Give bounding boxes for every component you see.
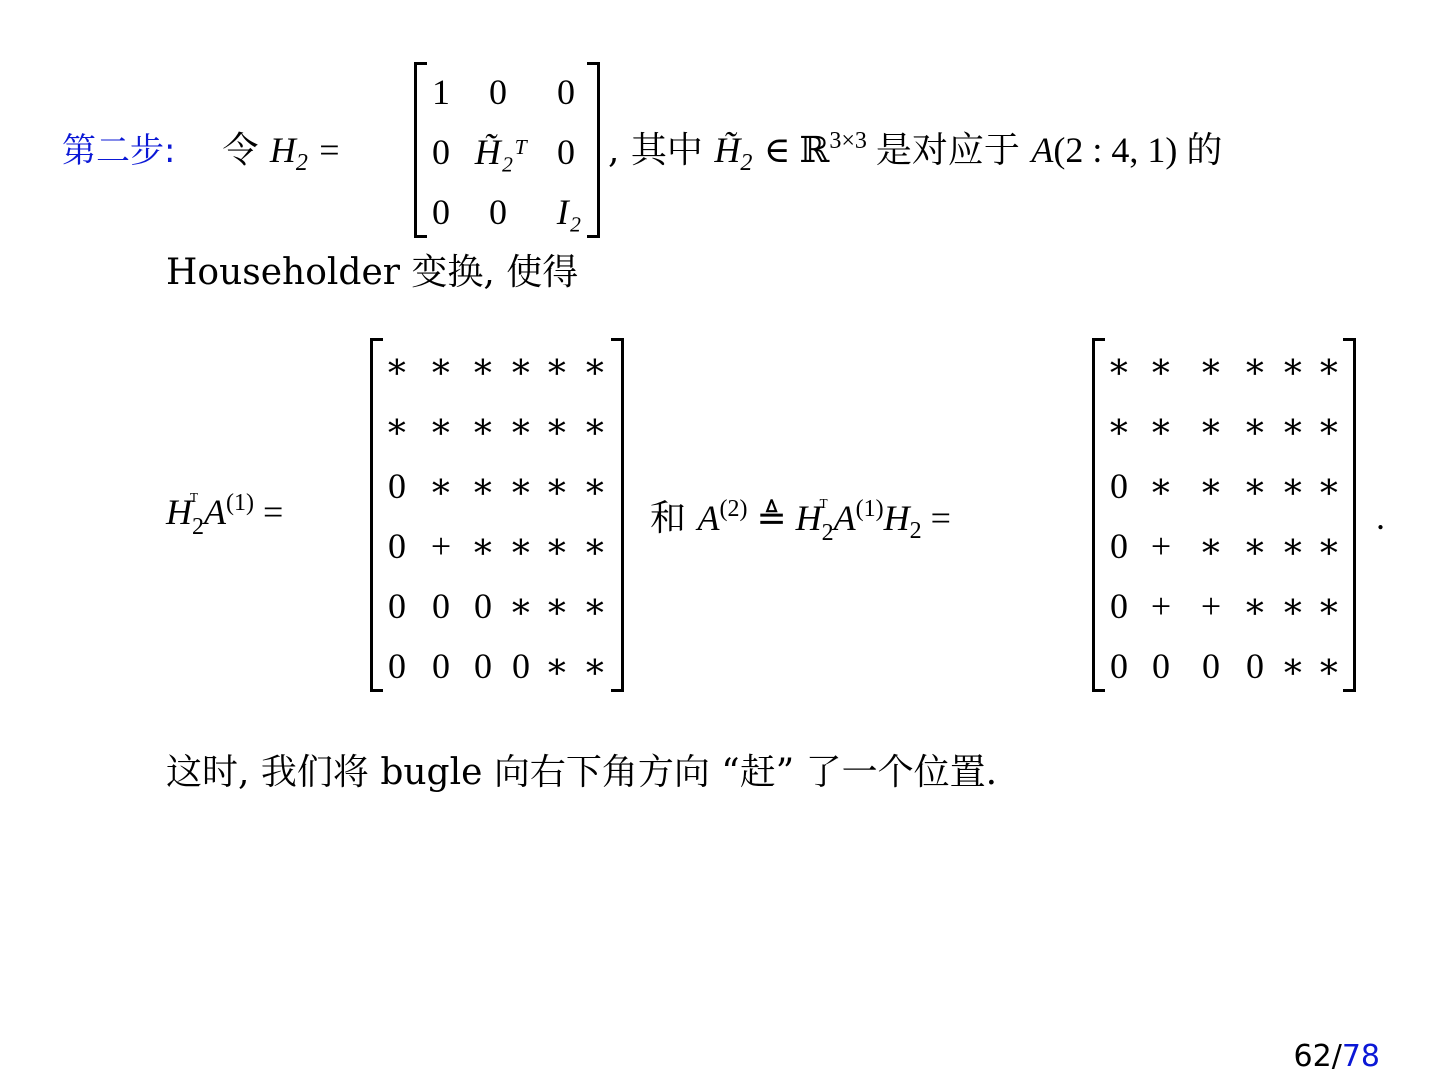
matrix-cell: ∗ [508,406,534,446]
matrix-cell: 0 [474,646,492,686]
matrix-cell: 0 [1110,526,1128,566]
matrix-cell: ∗ [1198,346,1224,386]
matrix-cell: 0 [388,466,406,506]
matrix-cell: ∗ [470,346,496,386]
of-word: 的 [1186,130,1223,171]
matrix-cell: ∗ [508,346,534,386]
a-sub-symbol: A [1031,130,1054,170]
h2-cell: 0 [489,192,507,232]
conclusion-text: 这时, 我们将 bugle 向右下角方向 “赶” 了一个位置. [166,752,998,793]
matrix-left [370,338,624,692]
left-expr: $H_2^ᵀ$ $A^{(1)}$ = [166,488,284,540]
matrix-cell: 0 [474,586,492,626]
middle-expr: 和 $A^{(2)}$ ≜ $H_2^ᵀ$ $A^{(1)}H_2$ = [650,494,951,546]
matrix-cell: 0 [432,586,450,626]
page-number [1294,1039,1380,1074]
is-for-word: 是对应于 [875,130,1020,171]
h2-cell: 0 [432,132,450,172]
matrix-cell: ∗ [544,586,570,626]
matrix-cell: ∗ [1316,586,1342,626]
householder-line: Householder 变换, 使得 [166,252,579,293]
matrix-cell: ∗ [1316,526,1342,566]
matrix-cell: ∗ [428,346,454,386]
h2-symbol: $H_2$ [269,130,308,176]
matrix-cell: ∗ [544,646,570,686]
equals-sign: = [319,130,340,170]
matrix-cell: ∗ [1280,526,1306,566]
matrix-cell: ∗ [1316,406,1342,446]
matrix-cell: ∗ [1242,526,1268,566]
matrix-cell: + [1200,586,1222,626]
matrix-cell: 0 [512,646,530,686]
matrix-cell: ∗ [1148,406,1174,446]
matrix-cell: ∗ [1242,346,1268,386]
h2-tilde-symbol: $H̃_2$ [714,130,753,176]
matrix-cell: 0 [388,646,406,686]
matrix-right [1092,338,1356,692]
page-current: 62 [1293,1039,1332,1074]
matrix-cell: ∗ [1280,466,1306,506]
matrix-cell: ∗ [1106,346,1132,386]
h2-cell: 0 [432,192,450,232]
and-word: 和 [650,498,687,539]
matrix-cell: 0 [388,526,406,566]
matrix-cell: ∗ [1280,346,1306,386]
matrix-cell: ∗ [384,346,410,386]
matrix-cell: ∗ [1198,406,1224,446]
matrix-cell: ∗ [582,466,608,506]
matrix-cell: ∗ [508,586,534,626]
let-word: 令 [222,130,259,171]
matrix-cell: ∗ [470,526,496,566]
step-line-rest: , 其中 $H̃_2$ ∈ ℝ$^{3\times 3}$ 是对应于 A(2 : 4, 1) 的 [608,128,1223,176]
h2-cell: 1 [432,72,450,112]
step-label: 第二步: [62,131,176,171]
h2-cell: 0 [557,72,575,112]
h2-matrix [414,62,600,238]
h2-cell: 0 [557,132,575,172]
matrix-cell: ∗ [1198,526,1224,566]
matrix-cell: + [1150,586,1172,626]
h2-cell: H̃₂ᵀ [474,132,528,172]
matrix-cell: 0 [388,586,406,626]
h2-cell: 0 [489,72,507,112]
matrix-cell: + [430,526,452,566]
matrix-cell: ∗ [544,346,570,386]
matrix-cell: ∗ [1242,466,1268,506]
matrix-cell: ∗ [384,406,410,446]
matrix-cell: ∗ [1280,646,1306,686]
matrix-cell: 0 [1246,646,1264,686]
matrix-cell: ∗ [1280,406,1306,446]
matrix-cell: 0 [1110,586,1128,626]
matrix-cell: + [1150,526,1172,566]
matrix-cell: ∗ [1242,586,1268,626]
matrix-cell: ∗ [1316,466,1342,506]
matrix-cell: ∗ [582,646,608,686]
period-mark: . [1376,497,1385,537]
matrix-cell: ∗ [582,406,608,446]
matrix-cell: ∗ [544,466,570,506]
matrix-cell: ∗ [428,466,454,506]
matrix-cell: ∗ [1198,466,1224,506]
matrix-cell: ∗ [1316,346,1342,386]
page-separator: / [1331,1039,1342,1074]
matrix-cell: ∗ [582,586,608,626]
matrix-cell: ∗ [470,406,496,446]
matrix-cell: ∗ [470,466,496,506]
page-total: 78 [1341,1039,1380,1074]
step-line [62,122,340,177]
matrix-cell: ∗ [508,526,534,566]
matrix-cell: ∗ [582,526,608,566]
matrix-cell: ∗ [508,466,534,506]
matrix-cell: 0 [1202,646,1220,686]
matrix-cell: ∗ [544,406,570,446]
matrix-cell: 0 [1110,646,1128,686]
matrix-cell: ∗ [582,346,608,386]
matrix-cell: ∗ [1148,466,1174,506]
in-symbol: ∈ ℝ$^{3\times 3}$ [763,128,867,170]
matrix-cell: 0 [1110,466,1128,506]
matrix-cell: ∗ [1242,406,1268,446]
matrix-cell: ∗ [1148,346,1174,386]
matrix-cell: ∗ [1106,406,1132,446]
among-word: , 其中 [608,130,703,171]
matrix-cell: ∗ [1280,586,1306,626]
matrix-cell: ∗ [428,406,454,446]
matrix-cell: 0 [432,646,450,686]
matrix-cell: 0 [1152,646,1170,686]
h2-cell: I₂ [556,192,582,232]
matrix-cell: ∗ [1316,646,1342,686]
matrix-cell: ∗ [544,526,570,566]
